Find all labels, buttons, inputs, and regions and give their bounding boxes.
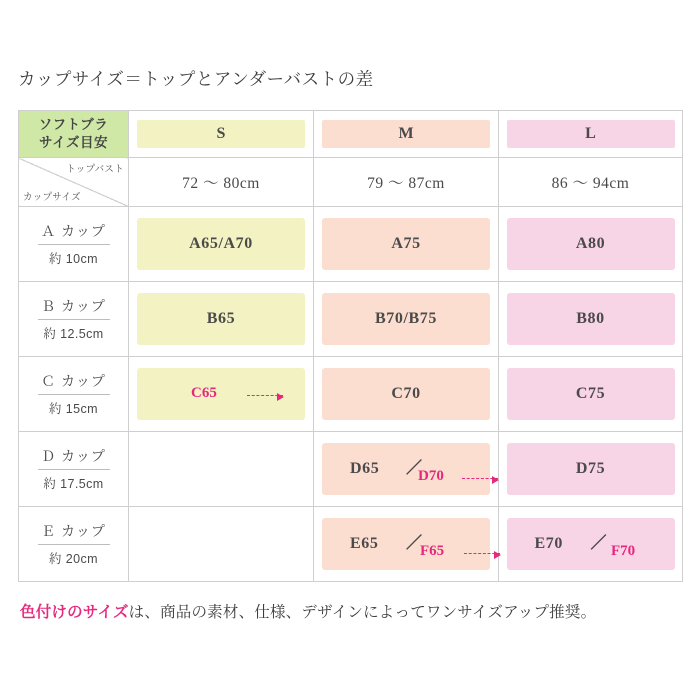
- cell-b-l: [499, 282, 683, 357]
- size-chip: A80: [507, 218, 675, 270]
- footnote-highlight: 色付けのサイズ: [20, 604, 129, 621]
- header-size-l-label: L: [507, 120, 675, 148]
- cell-c-s: [129, 357, 314, 432]
- cup-name: Ｄ カップ: [38, 446, 110, 470]
- size-annotation: C65: [191, 385, 217, 401]
- size-chip: [507, 518, 675, 570]
- size-annotation: F70: [611, 543, 636, 559]
- size-chip: [322, 443, 490, 495]
- table-row: [19, 207, 683, 282]
- size-chip-value: E70: [534, 535, 563, 552]
- bust-range-s: 72 ～ 80cm: [129, 158, 314, 207]
- cup-name: Ｂ カップ: [38, 296, 110, 320]
- cell-a-m: [314, 207, 499, 282]
- cell-e-m: [314, 507, 499, 582]
- bust-range-l: 86 ～ 94cm: [499, 158, 683, 207]
- cell-a-s: [129, 207, 314, 282]
- header-size-s: [129, 111, 314, 158]
- arrow-right-icon: [462, 478, 498, 480]
- size-chip: B65: [137, 293, 305, 345]
- size-chip-empty: [137, 518, 305, 570]
- bust-range-row: [19, 158, 683, 207]
- cup-header-d: [19, 432, 129, 507]
- table-row: [19, 357, 683, 432]
- cell-d-m: [314, 432, 499, 507]
- size-chip-value: E65: [350, 535, 379, 552]
- size-chip: A65/A70: [137, 218, 305, 270]
- size-chip: [322, 518, 490, 570]
- size-chip: A75: [322, 218, 490, 270]
- arrow-right-icon: [247, 395, 283, 397]
- top-bust-axis-label: トップバスト: [66, 164, 124, 175]
- header-size-m-label: M: [322, 120, 490, 148]
- cup-name: Ｃ カップ: [38, 371, 110, 395]
- table-row: [19, 432, 683, 507]
- size-chip: B70/B75: [322, 293, 490, 345]
- table-row: [19, 507, 683, 582]
- cell-c-l: [499, 357, 683, 432]
- cup-header-a: [19, 207, 129, 282]
- cup-diff: 約 17.5cm: [43, 477, 104, 491]
- diagonal-axis-cell: [19, 158, 129, 207]
- corner-header-cell: [19, 111, 129, 158]
- size-chip-value: D65: [350, 460, 380, 477]
- cup-diff: 約 10cm: [49, 252, 98, 266]
- cup-name: Ｅ カップ: [38, 521, 110, 545]
- table-header-row: [19, 111, 683, 158]
- slash-separator: ／: [406, 460, 423, 477]
- size-chip-empty: [137, 443, 305, 495]
- cell-c-m: [314, 357, 499, 432]
- cell-e-s: [129, 507, 314, 582]
- cell-e-l: [499, 507, 683, 582]
- size-table: [18, 110, 683, 582]
- cell-a-l: [499, 207, 683, 282]
- size-annotation: D70: [418, 468, 444, 484]
- cup-header-c: [19, 357, 129, 432]
- cup-size-axis-label: カップサイズ: [23, 192, 81, 203]
- cup-header-e: [19, 507, 129, 582]
- size-chip: C70: [322, 368, 490, 420]
- header-size-l: [499, 111, 683, 158]
- header-size-s-label: S: [137, 120, 305, 148]
- cell-b-s: [129, 282, 314, 357]
- footnote: [20, 600, 596, 622]
- slash-separator: ／: [406, 535, 423, 552]
- table-row: [19, 282, 683, 357]
- size-annotation: F65: [420, 543, 445, 559]
- cell-d-s: [129, 432, 314, 507]
- arrow-right-icon: [464, 553, 500, 555]
- page-title: カップサイズ＝トップとアンダーバストの差: [18, 69, 374, 89]
- corner-header-line2: サイズ目安: [39, 135, 108, 150]
- cell-b-m: [314, 282, 499, 357]
- footnote-rest: は、商品の素材、仕様、デザインによってワンサイズアップ推奨。: [128, 604, 597, 621]
- slash-separator: ／: [590, 535, 608, 552]
- cup-name: Ａ カップ: [38, 221, 110, 245]
- cup-diff: 約 12.5cm: [43, 327, 104, 341]
- cup-header-b: [19, 282, 129, 357]
- bust-range-m: 79 ～ 87cm: [314, 158, 499, 207]
- corner-header-line1: ソフトブラ: [38, 116, 109, 132]
- cup-diff: 約 20cm: [49, 552, 98, 566]
- size-chip: C75: [507, 368, 675, 420]
- size-chip: B80: [507, 293, 675, 345]
- cell-d-l: [499, 432, 683, 507]
- cup-diff: 約 15cm: [49, 402, 98, 416]
- header-size-m: [314, 111, 499, 158]
- size-chip: D75: [507, 443, 675, 495]
